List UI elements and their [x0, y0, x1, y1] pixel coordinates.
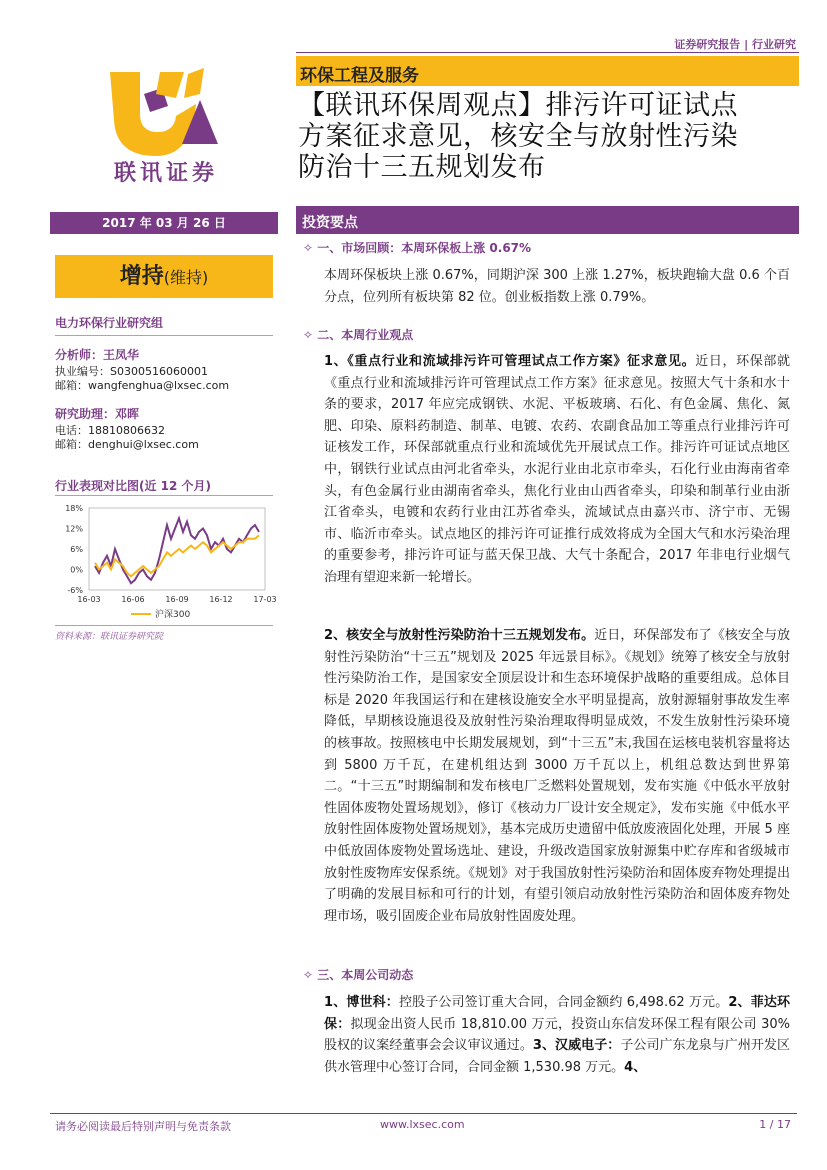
rating-note: (维持) [163, 268, 209, 287]
y-tick-label: 18% [65, 504, 83, 513]
analyst-email[interactable]: 邮箱：wangfenghua@lxsec.com [55, 379, 230, 392]
company-lead: 4、 [624, 1059, 647, 1075]
company-news-text [324, 992, 790, 1078]
footer-rule [50, 1113, 797, 1114]
industry-view-paragraph-2 [324, 625, 790, 927]
performance-chart [55, 498, 279, 626]
category-label: 环保工程及服务 [300, 66, 419, 86]
company-lead: 3、汉威电子： [532, 1038, 621, 1054]
x-tick-label: 17-03 [253, 595, 277, 604]
y-tick-label: -6% [67, 586, 83, 595]
y-tick-label: 0% [70, 565, 83, 575]
header-rule [296, 52, 799, 53]
company-news: 子公司广东龙泉与广州开发区供水管理中心签订合同，合同金额 1,530.98 万元。 [324, 1038, 790, 1075]
research-group: 电力环保行业研究组 [55, 316, 164, 330]
assistant-name: 研究助理：邓晖 [55, 407, 140, 421]
category-bar [296, 56, 799, 86]
x-tick-label: 16-09 [165, 595, 189, 604]
chart-title: 行业表现对比图(近 12 个月) [55, 479, 212, 493]
footer-page-number: 1 / 17 [759, 1118, 791, 1131]
key-points-label: 投资要点 [302, 215, 358, 231]
section-company-news: ✧ 三、本周公司动态 [303, 968, 414, 982]
title-line: 防治十三五规划发布 [298, 152, 546, 183]
footer-website[interactable]: www.lxsec.com [380, 1118, 465, 1131]
paragraph-lead: 2、核安全与放射性污染防治十三五规划发布。 [324, 628, 595, 643]
paragraph-body: 近日，环保部就《重点行业和流域排污许可管理试点工作方案》征求意见。按照大气十条和水十条的要求，2017 年应完成钢铁、水泥、平板玻璃、石化、有色金属、焦化、氮肥、印染、原料药制造、制革、电镀、农药、农副食品加工等重点行业排污许可证核发工作，环保部就重点行业和流域优先开展试点工作。排污许可证试点地区中，钢铁行业试点由河北省牵头，水泥行业由北京市牵头，石化行业由海南省牵头，有色金属行业由湖南省牵头，焦化行业由山西省牵头，印染和制革行业由浙江省牵头，电镀和农药行业由江苏省牵头，流域试点由嘉兴市、济宁市、无锡市、临沂市牵头。试点地区的排污许可证推行成效将成为全国大气和水污染治理的重要参考，排污许可证与蓝天保卫战、大气十条配合，2017 年非电行业烟气治理有望迎来新一轮增长。 [324, 354, 790, 585]
company-logo [100, 64, 240, 184]
key-points-bar [296, 206, 799, 234]
paragraph-lead: 1、《重点行业和流域排污许可管理试点工作方案》征求意见。 [324, 354, 696, 369]
title-line: 方案征求意见，核安全与放射性污染 [298, 121, 738, 152]
assistant-email[interactable]: 邮箱：denghui@lxsec.com [55, 438, 199, 451]
y-tick-label: 6% [70, 545, 83, 554]
divider [55, 335, 273, 336]
svg-text:联讯证券: 联讯证券 [113, 161, 219, 184]
report-title [298, 90, 798, 183]
company-news: 拟现金出资人民币 18,810.00 万元，投资山东信发环保工程有限公司 30%股权的议案经董事会会议审议通过。 [324, 1016, 790, 1054]
x-tick-label: 16-03 [77, 595, 101, 604]
industry-view-paragraph-1 [324, 351, 790, 589]
x-tick-label: 16-12 [209, 595, 233, 604]
rating-value: 增持 [119, 264, 164, 289]
chart-source: 资料来源：联讯证券研究院 [55, 632, 164, 642]
rating-box [55, 255, 273, 298]
title-line: 【联讯环保周观点】排污许可证试点 [298, 90, 738, 121]
company-news: 控股子公司签订重大合同，合同金额约 6,498.62 万元。 [398, 995, 729, 1010]
section-market-review: ✧ 一、市场回顾：本周环保板上涨 0.67% [303, 241, 532, 255]
y-tick-label: 12% [65, 524, 83, 534]
report-type: 证券研究报告 | 行业研究 [674, 38, 796, 51]
company-lead: 1、博世科： [324, 995, 399, 1010]
legend-label: 沪深300 [155, 610, 191, 620]
footer-disclaimer[interactable]: 请务必阅读最后特别声明与免责条款 [55, 1120, 231, 1133]
paragraph-body: 近日，环保部发布了《核安全与放射性污染防治“十三五”规划及 2025 年远景目标》。《规划》统筹了核安全与放射性污染防治工作，是国家安全顶层设计和生态环境保护战略的重要组成。总体目标是 2020 年我国运行和在建核设施安全水平明显提高，放射源辐射事故发生率降低，早期核设施退役及放射性污染治理取得明显成效，不发生放射性污染环境的核事故。按照核电中长期发展规划，到“十三五”末,我国在运核电装机容量将达到 5800 万千瓦，在建机组达到 3000 万千瓦以上，机组总数达到世界第二。“十三五”时期编制和发布核电厂乏燃料处置规划，发布实施《中低水平放射性固体废物处置场规划》，修订《核动力厂设计安全规定》，发布实施《中低水平放射性固体废物处置场规划》，基本完成历史遗留中低放废液固化处理，开展 5 座中低放固体废物处置场选址、建设，升级改造国家放射源集中贮存库和省级城市放射性废物库安保系统。《规划》对于我国放射性污染防治和固体废弃物处理提出了明确的发展目标和可行的计划，有望引领启动放射性污染防治和固体废弃物处理市场，吸引固废企业布局放射性固废处理。 [324, 628, 790, 924]
analyst-license: 执业编号：S0300516060001 [55, 365, 208, 378]
analyst-name: 分析师：王凤华 [55, 348, 140, 362]
divider [55, 625, 273, 626]
x-tick-label: 16-06 [121, 595, 145, 604]
divider [55, 495, 273, 496]
company-lead: 2、菲达环保： [324, 995, 790, 1032]
section-industry-view: ✧ 二、本周行业观点 [303, 328, 414, 342]
series-line [95, 535, 259, 576]
market-review-text: 本周环保板块上涨 0.67%，同期沪深 300 上涨 1.27%，板块跑输大盘 0.6 个百分点，位列所有板块第 82 位。创业板指数上涨 0.79%。 [324, 268, 790, 305]
report-date: 2017 年 03 月 26 日 [50, 212, 278, 234]
assistant-phone: 电话：18810806632 [55, 424, 165, 437]
